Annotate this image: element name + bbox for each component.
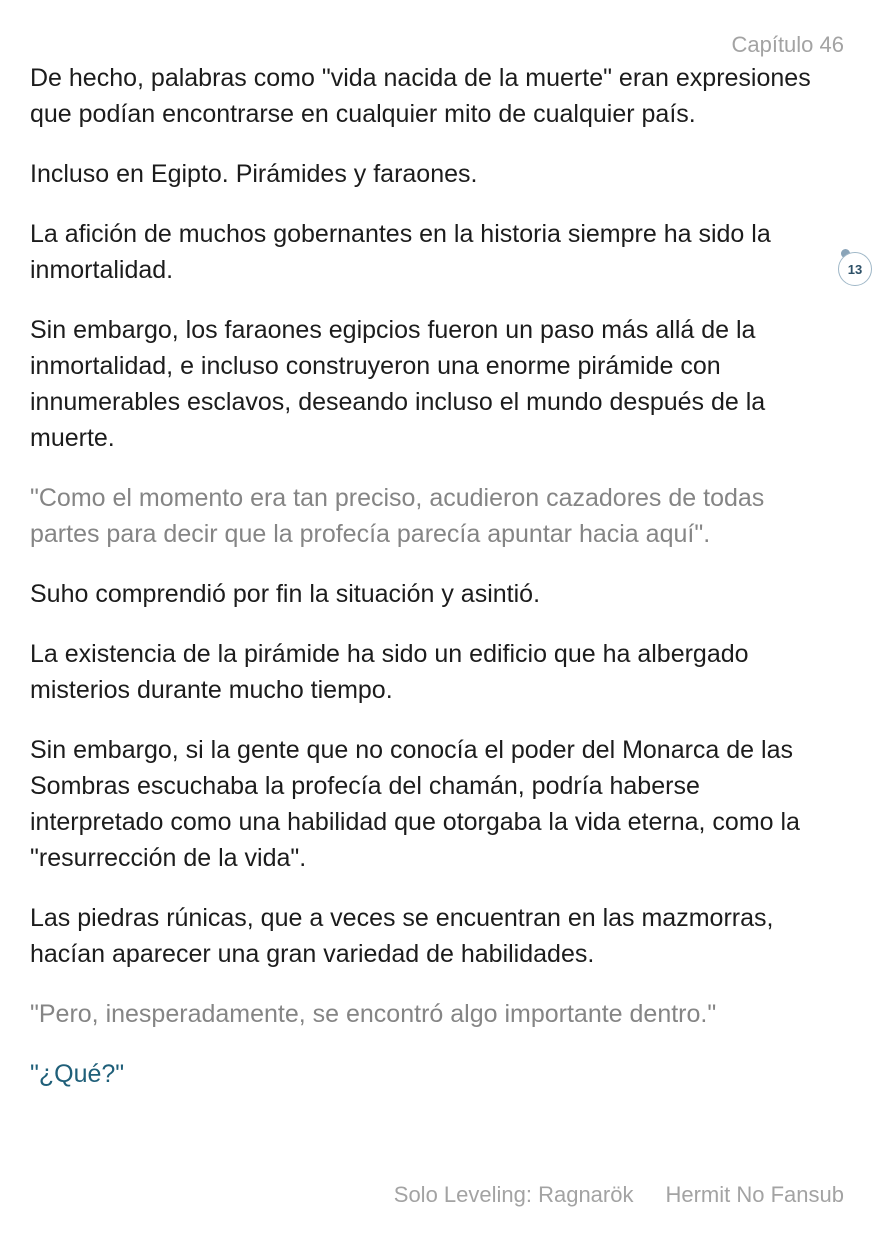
paragraph: Sin embargo, si la gente que no conocía el poder del Monarca de las Sombras escuchaba la profecía del chamán, podría haberse interpretado como una habilidad que otorgaba la vida eterna, como la "resurrección de la vida".	[30, 736, 800, 872]
page-marker-badge[interactable]: 13	[838, 252, 872, 286]
book-title: Solo Leveling: Ragnarök	[393, 1182, 634, 1207]
paragraph: La afición de muchos gobernantes en la historia siempre ha sido la inmortalidad.	[30, 220, 771, 284]
chapter-label: Capítulo 46	[731, 32, 844, 57]
paragraph: La existencia de la pirámide ha sido un edificio que ha albergado misterios durante mucho tiempo.	[30, 640, 749, 704]
dialogue-paragraph: "Como el momento era tan preciso, acudieron cazadores de todas partes para decir que la profecía parecía apuntar hacia aquí".	[30, 484, 765, 548]
paragraph: Incluso en Egipto. Pirámides y faraones.	[30, 160, 478, 188]
translator-credit: Hermit No Fansub	[665, 1182, 844, 1207]
footer	[394, 1182, 844, 1208]
chapter-text	[30, 60, 840, 1116]
paragraph: Las piedras rúnicas, que a veces se encuentran en las mazmorras, hacían aparecer una gran variedad de habilidades.	[30, 904, 774, 968]
highlighted-paragraph: "¿Qué?"	[30, 1060, 125, 1088]
paragraph: Suho comprendió por fin la situación y asintió.	[30, 580, 541, 608]
dialogue-paragraph: "Pero, inesperadamente, se encontró algo importante dentro."	[30, 1000, 717, 1028]
paragraph: De hecho, palabras como "vida nacida de la muerte" eran expresiones que podían encontrarse en cualquier mito de cualquier país.	[30, 64, 811, 128]
paragraph: Sin embargo, los faraones egipcios fueron un paso más allá de la inmortalidad, e incluso construyeron una enorme pirámide con innumerables esclavos, deseando incluso el mundo después de la muerte.	[30, 316, 766, 452]
